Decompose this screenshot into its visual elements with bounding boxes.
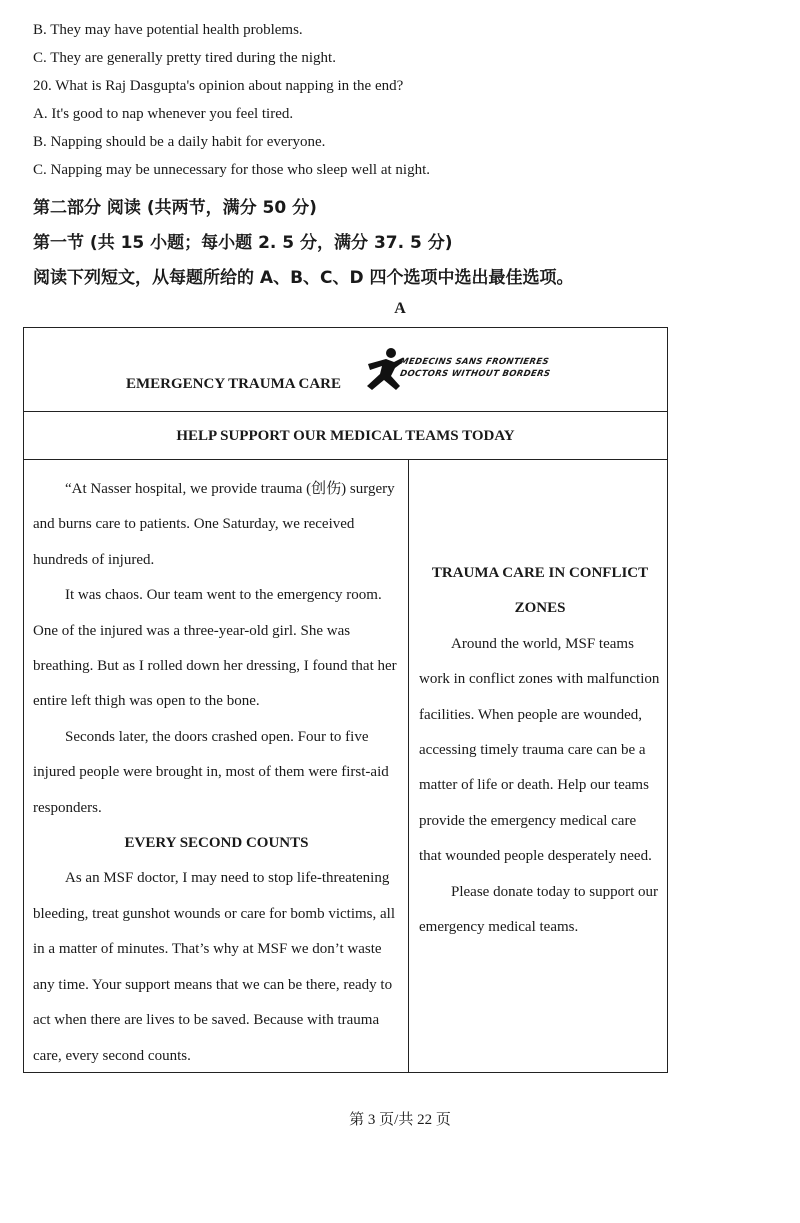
question-20-option-b: B. Napping should be a daily habit for everyone.	[33, 134, 326, 150]
msf-logo	[364, 346, 564, 392]
left-column	[24, 460, 409, 1072]
logo-line-2: DOCTORS WITHOUT BORDERS	[399, 369, 552, 379]
section-one-heading: 第一节 (共 15 小题；每小题 2. 5 分，满分 37. 5 分)	[33, 233, 453, 253]
question-20-option-a: A. It's good to nap whenever you feel tired.	[33, 106, 294, 122]
question-19-option-c: C. They are generally pretty tired during the night.	[33, 50, 336, 66]
right-paragraph-1: Around the world, MSF teams work in conflict zones with malfunction facilities. When people are wounded, accessing timely trauma care can be a matter of life or death. Help our teams provide the emergency medical care that wounded people desperately need.	[419, 635, 660, 865]
right-paragraph-2: Please donate today to support our emergency medical teams.	[419, 883, 659, 936]
part-two-heading: 第二部分 阅读 (共两节，满分 50 分)	[33, 198, 317, 218]
ad-banner: HELP SUPPORT OUR MEDICAL TEAMS TODAY	[24, 412, 667, 460]
logo-line-1: MEDECINS SANS FRONTIERES	[399, 357, 550, 367]
question-19-option-b: B. They may have potential health problems.	[33, 22, 303, 38]
question-20-stem: 20. What is Raj Dasgupta's opinion about napping in the end?	[33, 78, 404, 94]
page-number: 第 3 页/共 22 页	[349, 1112, 451, 1128]
running-man-icon	[364, 346, 404, 392]
left-paragraph-2: It was chaos. Our team went to the emergency room. One of the injured was a three-year-old girl. She was breathing. But as I rolled down her dressing, I found that her entire left thigh was open to the bone.	[33, 587, 397, 710]
conflict-zones-heading: TRAUMA CARE IN CONFLICT ZONES	[431, 565, 649, 617]
advertisement-box	[23, 327, 668, 1073]
left-paragraph-3: Seconds later, the doors crashed open. Four to five injured people were brought in, most of them were first-aid responders.	[33, 728, 389, 816]
left-paragraph-4: As an MSF doctor, I may need to stop life-threatening bleeding, treat gunshot wounds or care for bomb victims, all in a matter of minutes. That’s why at MSF we don’t waste any time. Your support means that we can be there, ready to act when there are lives to be saved. Because with trauma care, every second counts.	[33, 870, 395, 1064]
ad-title: EMERGENCY TRAUMA CARE	[126, 376, 342, 392]
right-column	[409, 460, 667, 1072]
passage-label: A	[394, 300, 406, 317]
ad-header	[24, 328, 667, 412]
left-paragraph-1: “At Nasser hospital, we provide trauma (创伤) surgery and burns care to patients. One Saturday, we received hundreds of injured.	[33, 481, 395, 568]
reading-instruction: 阅读下列短文，从每题所给的 A、B、C、D 四个选项中选出最佳选项。	[33, 268, 574, 288]
every-second-counts-heading: EVERY SECOND COUNTS	[124, 835, 309, 852]
question-20-option-c: C. Napping may be unnecessary for those who sleep well at night.	[33, 162, 430, 178]
